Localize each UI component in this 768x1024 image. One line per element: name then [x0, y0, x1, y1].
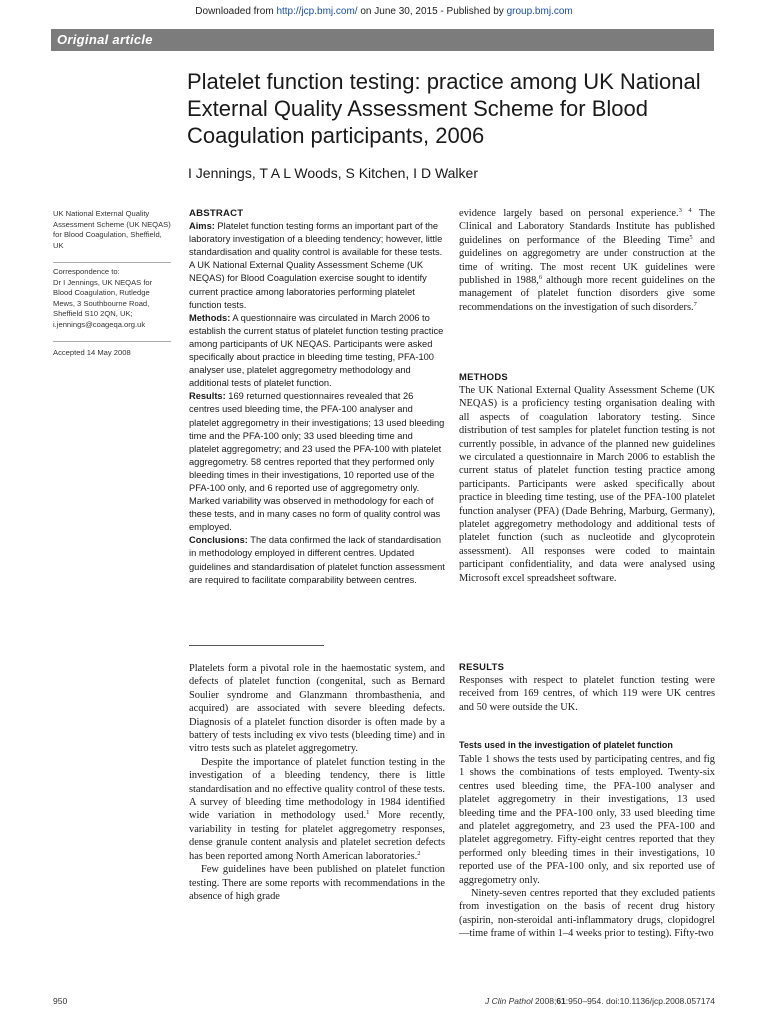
intro-continued-paragraph — [459, 207, 715, 314]
intro-paragraph: Few guidelines have been published on platelet function testing. There are some reports with recommendations in the absence of high grade — [189, 864, 445, 902]
abstract-conclusions — [189, 534, 445, 586]
article-type-label: Original article — [57, 32, 153, 47]
results-paragraph: Responses with respect to platelet function testing were received from 169 centres, of which 119 were UK centres and 50 were outside the UK. — [459, 675, 715, 713]
citation-rest: :950–954. doi:10.1136/jcp.2008.057174 — [565, 996, 715, 1006]
abstract-block — [189, 207, 445, 587]
conclusions-label: Conclusions: — [189, 535, 248, 546]
affiliation-note: UK National External Quality Assessment Scheme (UK NEQAS) for Blood Coagulation, Sheffield, UK — [53, 209, 171, 250]
intro-text: and guidelines on aggregometry are under construction at the time of writing. The most recent UK guidelines were published in 1988, — [459, 234, 715, 287]
abstract-divider — [189, 645, 324, 646]
aims-text: Platelet function testing forms an important part of the laboratory investigation of a bleeding tendency; however, little standardisation and quality control is available for these tests. A UK National External Quality Assessment Scheme (UK NEQAS) for Blood Coagulation exercise sought to identify current practice among laboratories performing platelet function tests. — [189, 221, 443, 310]
tests-subheading: Tests used in the investigation of platelet function — [459, 740, 673, 750]
reference-marker[interactable]: 2 — [417, 849, 421, 857]
journal-name: J Clin Pathol — [484, 996, 533, 1006]
article-title: Platelet function testing: practice among UK National External Quality Assessment Scheme for Blood Coagulation participants, 2006 — [187, 69, 701, 148]
reference-marker[interactable]: 1 — [366, 809, 370, 817]
intro-paragraph — [189, 756, 445, 863]
abstract-methods — [189, 312, 445, 391]
methods-text: A questionnaire was circulated in March 2006 to establish the current status of platelet function testing practice among participants of UK NEQAS. Participants were asked specifically about practice in bleeding time testing, PFA-100 analyser use, platelet aggregometry methodology and additional tests of platelet function. — [189, 312, 444, 389]
results-heading: RESULTS — [459, 661, 505, 672]
methods-heading: METHODS — [459, 371, 508, 382]
page-number: 950 — [53, 996, 68, 1006]
intro-text: evidence largely based on personal experience. — [459, 208, 679, 219]
citation-footer — [485, 996, 715, 1006]
results-text: 169 returned questionnaires revealed that 26 centres used bleeding time, the PFA-100 analyser and platelet aggregometry in their investigations; 13 used bleeding time and the PFA-100 only; 33 used bleeding time and platelet aggregometry; and 23 used the PFA-100 with platelet aggregometry. 58 centres reported that they performed only bleeding times in their investigations, 10 reported use of the PFA-100 only, and 6 reported use of aggregometry only. Marked variability was observed in methodology for each of these tests, and in many cases no form of quality control was employed. — [189, 391, 445, 533]
download-notice — [0, 6, 768, 17]
tests-paragraph: Ninety-seven centres reported that they excluded patients from investigation on the basis of recent drug history (aspirin, non-steroidal anti-inflammatory drugs, clopidogrel—time frame of within 1–4 weeks prior to testing). Fifty-two — [459, 888, 715, 940]
reference-marker[interactable]: 5 — [689, 233, 693, 241]
article-type-banner — [51, 29, 714, 51]
accepted-date: Accepted 14 May 2008 — [53, 348, 131, 357]
reference-marker[interactable]: 6 — [538, 274, 543, 282]
tests-paragraph: Table 1 shows the tests used by participating centres, and fig 1 shows the combinations of tests employed. Twenty-six centres used bleeding time, the PFA-100 analyser and platelet aggregometry in their investigations, 13 used bleeding time and the PFA-100 only, 33 used bleeding time and platelet aggregometry, and 23 used the PFA-100 and platelet aggregometry. Fifty-eight centres reported that they performed only bleeding times in their investigations, 10 reported use of the PFA-100 only, and six reported use of aggregometry only. — [459, 754, 715, 886]
intro-text: although more recent guidelines on the management of platelet function disorders give some recommendations on the investigation of such disorders. — [459, 275, 715, 313]
abstract-aims — [189, 220, 445, 312]
tests-section — [459, 753, 715, 941]
intro-paragraph: Platelets form a pivotal role in the haemostatic system, and defects of platelet function (congenital, such as Bernard Soulier syndrome and Glanzmann thrombasthenia, and acquired) are associated with severe bleeding defects. Diagnosis of a platelet function disorder is often made by a battery of tests including ex vivo tests (bleeding time) and in vitro tests such as platelet aggregometry. — [189, 663, 445, 755]
correspondence-text: Dr I Jennings, UK NEQAS for Blood Coagulation, Rutledge Mews, 3 Southbourne Road, Sheffield S10 2QN, UK; i.jennings@coageqa.org.uk — [53, 277, 153, 329]
journal-url-link[interactable]: http://jcp.bmj.com/ — [276, 6, 358, 17]
sidebar-divider — [53, 341, 171, 342]
download-middle: on June 30, 2015 - Published by — [357, 6, 507, 17]
reference-marker[interactable]: 7 — [693, 300, 697, 308]
aims-label: Aims: — [189, 221, 215, 232]
intro-text: Despite the importance of platelet function testing in the investigation of a bleeding tendency, there is little standardisation and no effective quality control of these tests. A survey of bleeding time methodology in 1984 identified wide variation in methodology used. — [189, 756, 445, 822]
conclusions-text: The data confirmed the lack of standardisation in methodology employed in different centres. Updated guidelines and standardisation of platelet function assessment are required to facilitate comparability between centres. — [189, 535, 445, 585]
results-label: Results: — [189, 391, 226, 402]
methods-label: Methods: — [189, 312, 231, 323]
intro-text: The Clinical and Laboratory Standards Institute has published guidelines on performance of the Bleeding Time — [459, 208, 715, 246]
abstract-results — [189, 390, 445, 534]
group-link[interactable]: group.bmj.com — [506, 6, 573, 17]
methods-section — [459, 384, 715, 585]
citation-year: 2008; — [532, 996, 557, 1006]
abstract-heading: ABSTRACT — [189, 208, 244, 219]
download-prefix: Downloaded from — [195, 6, 277, 17]
right-column-intro — [459, 207, 715, 314]
correspondence-label: Correspondence to: — [53, 267, 120, 276]
intro-column — [189, 662, 445, 903]
sidebar-divider — [53, 262, 171, 263]
results-section — [459, 674, 715, 714]
reference-marker[interactable]: 3 4 — [678, 207, 692, 214]
citation-volume: 61 — [556, 996, 566, 1006]
methods-paragraph: The UK National External Quality Assessment Scheme (UK NEQAS) is a proficiency testing organisation dealing with all aspects of coagulation laboratory testing. Since distribution of test samples for platelet function testing is not currently possible, in advance of the planned new guidelines we circulated a questionnaire in March 2006 to establish the current status of platelet function testing practice among participants. Participants were asked specifically about practice in bleeding time testing, use of the PFA-100 platelet function analyser (PFA) (Dade Behring, Marburg, Germany), platelet aggregometry methodology and additional tests of platelet function (such as nucleotide and glycoprotein assessment). All responses were coded to maintain participant confidentiality, and data were analysed using Microsoft excel spreadsheet software. — [459, 385, 715, 584]
correspondence-note — [53, 267, 171, 331]
article-authors: I Jennings, T A L Woods, S Kitchen, I D Walker — [188, 165, 478, 181]
intro-text: More recently, variability in testing for platelet aggregometry responses, dense granule content analysis and platelet secretion defects has been reported among North American laboratories. — [189, 810, 445, 862]
